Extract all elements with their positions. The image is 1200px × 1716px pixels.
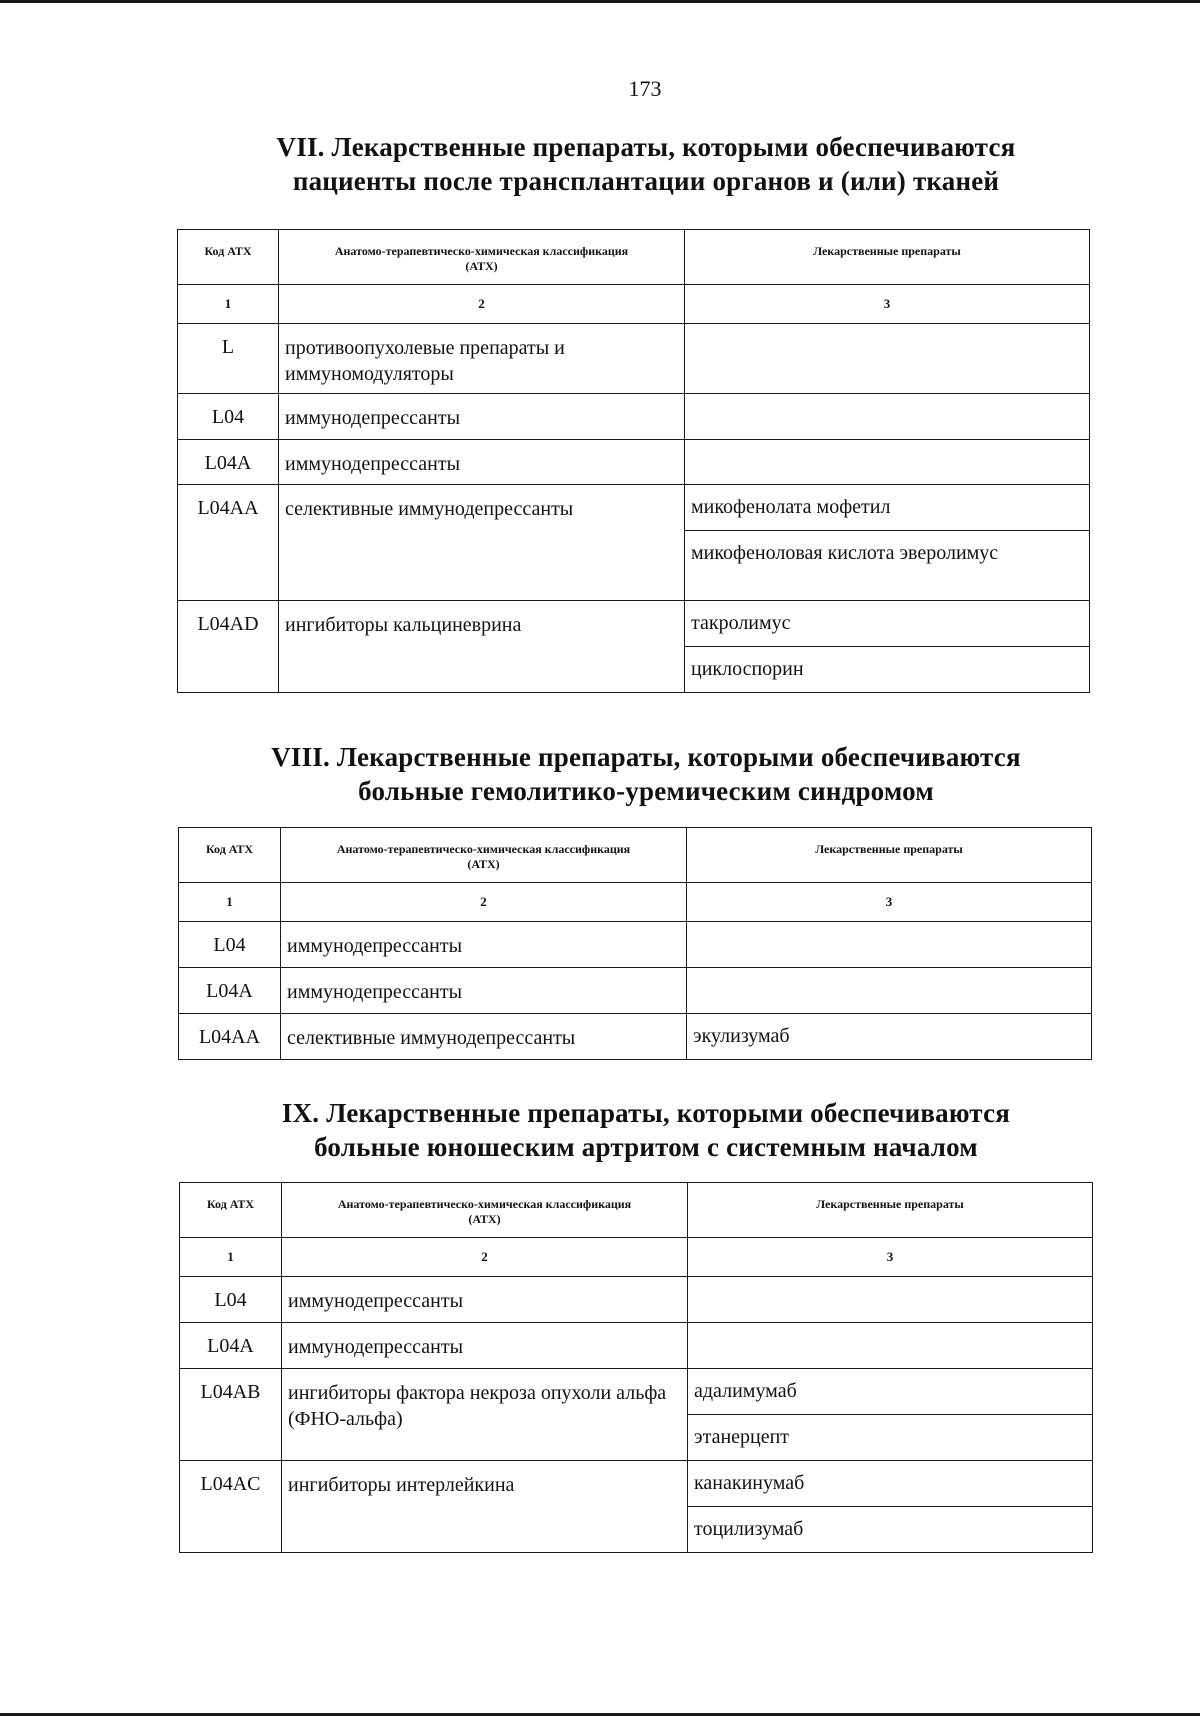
- table-header-row: [179, 828, 1092, 883]
- atc-classification: иммунодепрессанты: [279, 440, 685, 485]
- col-num-2: 2: [279, 285, 685, 324]
- table-row: [179, 1014, 1092, 1060]
- atc-classification: ингибиторы интерлейкина: [282, 1461, 688, 1553]
- atc-classification: иммунодепрессанты: [281, 922, 687, 968]
- section-7-title-line2: пациенты после трансплантации органов и (или) тканей: [292, 166, 1000, 196]
- drug-name: экулизумаб: [687, 1014, 1092, 1060]
- section-9-title: [160, 1096, 1132, 1164]
- atc-classification: селективные иммунодепрессанты: [279, 485, 685, 601]
- section-8-table: [178, 827, 1092, 1060]
- table-row: [178, 601, 1090, 647]
- drug-name: микофеноловая кислота эверолимус: [685, 531, 1090, 601]
- drug-name: канакинумаб: [688, 1461, 1093, 1507]
- atc-classification: ингибиторы кальциневрина: [279, 601, 685, 693]
- section-8-title-line1: VIII. Лекарственные препараты, которыми обеспечиваются: [271, 742, 1021, 772]
- drug-cell-empty: [687, 968, 1092, 1014]
- section-9-title-line1: IX. Лекарственные препараты, которыми обеспечиваются: [281, 1098, 1011, 1128]
- table-row: [178, 324, 1090, 394]
- table-row: [180, 1461, 1093, 1507]
- atc-code: L04A: [179, 968, 281, 1014]
- drug-name: микофенолата мофетил: [685, 485, 1090, 531]
- atc-code: L04AA: [179, 1014, 281, 1060]
- atc-classification: иммунодепрессанты: [281, 968, 687, 1014]
- table-row: [178, 485, 1090, 531]
- table-row: [180, 1323, 1093, 1369]
- drug-name: этанерцепт: [688, 1415, 1093, 1461]
- section-7-table: [177, 229, 1090, 693]
- atc-code: L04AD: [178, 601, 279, 693]
- page-number: 173: [628, 76, 662, 101]
- drug-cell-empty: [685, 324, 1090, 394]
- col-num-3: 3: [688, 1238, 1093, 1277]
- drug-cell-empty: [685, 394, 1090, 440]
- atc-classification: селективные иммунодепрессанты: [281, 1014, 687, 1060]
- atc-classification: иммунодепрессанты: [282, 1323, 688, 1369]
- table-row: [178, 440, 1090, 485]
- header-code: Код АТХ: [179, 828, 281, 883]
- col-num-1: 1: [179, 883, 281, 922]
- drug-name: циклоспорин: [685, 647, 1090, 693]
- atc-classification: ингибиторы фактора некроза опухоли альфа (ФНО-альфа): [282, 1369, 688, 1461]
- table-row: [178, 394, 1090, 440]
- column-number-row: [180, 1238, 1093, 1277]
- atc-code: L: [178, 324, 279, 394]
- table-row: [179, 968, 1092, 1014]
- top-scan-border: [0, 0, 1200, 3]
- drug-cell-empty: [687, 922, 1092, 968]
- atc-code: L04: [179, 922, 281, 968]
- atc-code: L04AC: [180, 1461, 282, 1553]
- col-num-1: 1: [178, 285, 279, 324]
- section-7-title-line1: VII. Лекарственные препараты, которыми обеспечиваются: [276, 132, 1016, 162]
- atc-code: L04AB: [180, 1369, 282, 1461]
- header-classification: Анатомо-терапевтическо-химическая классификация (АТХ): [282, 1183, 688, 1238]
- drug-cell-empty: [688, 1323, 1093, 1369]
- section-9-table: [179, 1182, 1093, 1553]
- table-row: [180, 1369, 1093, 1415]
- col-num-2: 2: [281, 883, 687, 922]
- atc-code: L04A: [178, 440, 279, 485]
- drug-name: такролимус: [685, 601, 1090, 647]
- header-classification: Анатомо-терапевтическо-химическая классификация (АТХ): [281, 828, 687, 883]
- atc-classification: иммунодепрессанты: [282, 1277, 688, 1323]
- column-number-row: [179, 883, 1092, 922]
- atc-code: L04: [178, 394, 279, 440]
- header-drugs: Лекарственные препараты: [688, 1183, 1093, 1238]
- header-drugs: Лекарственные препараты: [687, 828, 1092, 883]
- section-8-title: [160, 740, 1132, 808]
- column-number-row: [178, 285, 1090, 324]
- drug-cell-empty: [688, 1277, 1093, 1323]
- section-9-title-line2: больные юношеским артритом с системным началом: [314, 1132, 978, 1162]
- drug-name: адалимумаб: [688, 1369, 1093, 1415]
- header-code: Код АТХ: [178, 230, 279, 285]
- section-7-title: [160, 130, 1132, 198]
- table-row: [180, 1277, 1093, 1323]
- table-header-row: [178, 230, 1090, 285]
- header-drugs: Лекарственные препараты: [685, 230, 1090, 285]
- col-num-1: 1: [180, 1238, 282, 1277]
- col-num-3: 3: [687, 883, 1092, 922]
- atc-code: L04A: [180, 1323, 282, 1369]
- table-header-row: [180, 1183, 1093, 1238]
- drug-name: тоцилизумаб: [688, 1507, 1093, 1553]
- atc-classification: иммунодепрессанты: [279, 394, 685, 440]
- section-8-title-line2: больные гемолитико-уремическим синдромом: [358, 776, 934, 806]
- atc-classification: противоопухолевые препараты и иммуномодуляторы: [279, 324, 685, 394]
- atc-code: L04AA: [178, 485, 279, 601]
- header-code: Код АТХ: [180, 1183, 282, 1238]
- atc-code: L04: [180, 1277, 282, 1323]
- table-row: [179, 922, 1092, 968]
- drug-cell-empty: [685, 440, 1090, 485]
- col-num-2: 2: [282, 1238, 688, 1277]
- header-classification: Анатомо-терапевтическо-химическая классификация (АТХ): [279, 230, 685, 285]
- col-num-3: 3: [685, 285, 1090, 324]
